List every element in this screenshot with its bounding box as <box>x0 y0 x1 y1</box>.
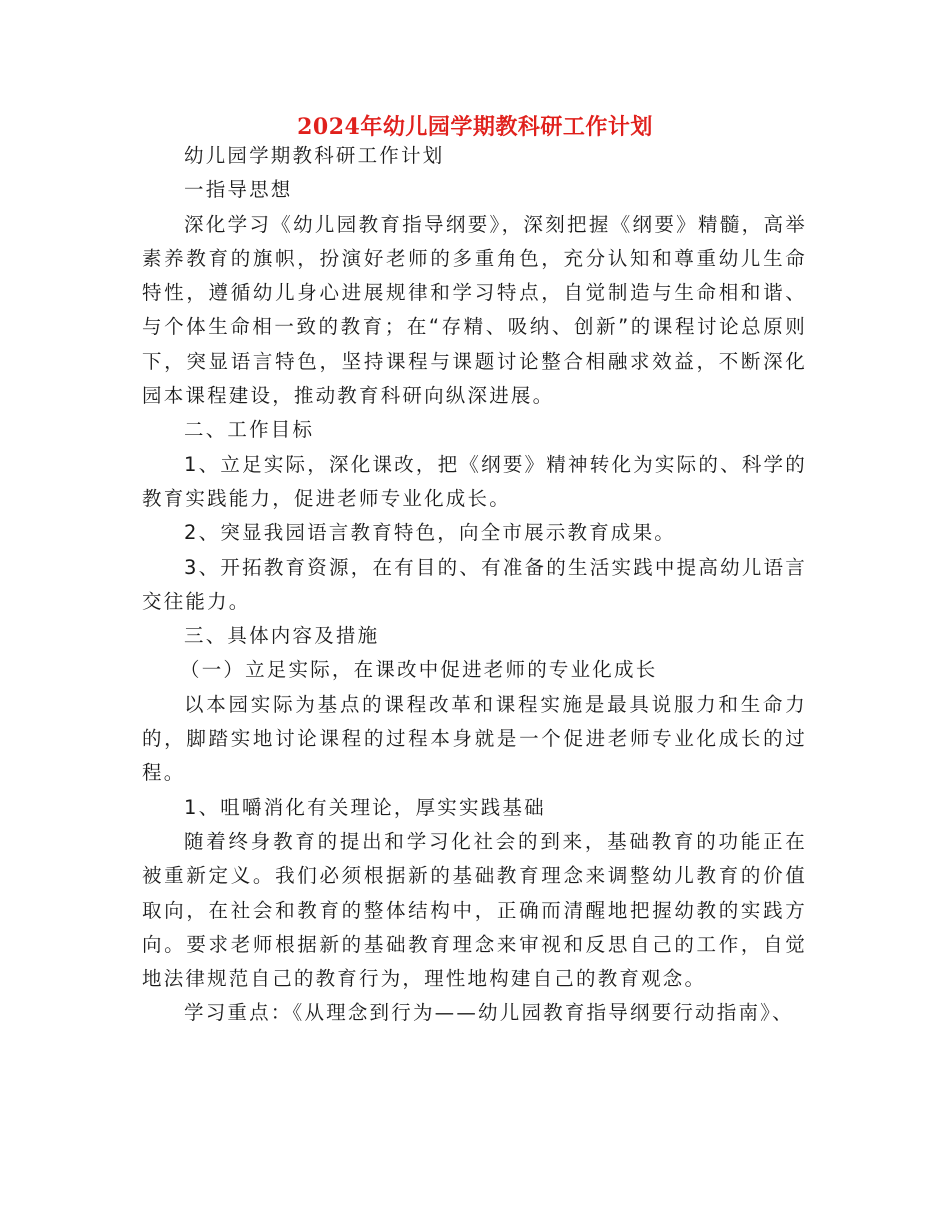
subtitle-paragraph: 幼儿园学期教科研工作计划 <box>184 144 445 167</box>
document-body <box>142 139 807 1031</box>
body-paragraph: 以本园实际为基点的课程改革和课程实施是最具说服力和生命力的，脚踏实地讨论课程的过程本身就是一个促进老师专业化成长的过程。 <box>142 692 807 785</box>
body-paragraph: 随着终身教育的提出和学习化社会的到来，基础教育的功能正在被重新定义。我们必须根据新的基础教育理念来调整幼儿教育的价值取向，在社会和教育的整体结构中，正确而清醒地把握幼教的实践方向。要求老师根据新的基础教育理念来审视和反思自己的工作，自觉地法律规范自己的教育行为，理性地构建自己的教育观念。 <box>142 829 807 991</box>
item-heading-1: 1、咀嚼消化有关理论，厚实实践基础 <box>184 795 546 819</box>
body-paragraph: 深化学习《幼儿园教育指导纲要》，深刻把握《纲要》精髓，高举素养教育的旗帜，扮演好老师的多重角色，充分认知和尊重幼儿生命特性，遵循幼儿身心进展规律和学习特点，自觉制造与生命相和谐、与个体生命相一致的教育；在“存精、吸纳、创新”的课程讨论总原则下，突显语言特色，坚持课程与课题讨论整合相融求效益，不断深化园本课程建设，推动教育科研向纵深进展。 <box>142 212 807 408</box>
section-heading-work-goals: 二、工作目标 <box>184 418 315 442</box>
list-item-goal-1: 1、立足实际，深化课改，把《纲要》精神转化为实际的、科学的教育实践能力，促进老师专业化成长。 <box>142 452 807 510</box>
section-heading-content-measures: 三、具体内容及措施 <box>184 624 380 648</box>
document-title: 2024年幼儿园学期教科研工作计划 <box>297 114 653 140</box>
body-paragraph-study-focus: 学习重点：《从理念到行为——幼儿园教育指导纲要行动指南》、 <box>184 1001 794 1025</box>
list-item-goal-3: 3、开拓教育资源，在有目的、有准备的生活实践中提高幼儿语言交往能力。 <box>142 555 807 613</box>
subsection-heading-1: （一）立足实际，在课改中促进老师的专业化成长 <box>180 658 658 682</box>
section-heading-guiding-ideology: 一指导思想 <box>184 178 293 202</box>
list-item-goal-2: 2、突显我园语言教育特色，向全市展示教育成果。 <box>184 521 677 545</box>
